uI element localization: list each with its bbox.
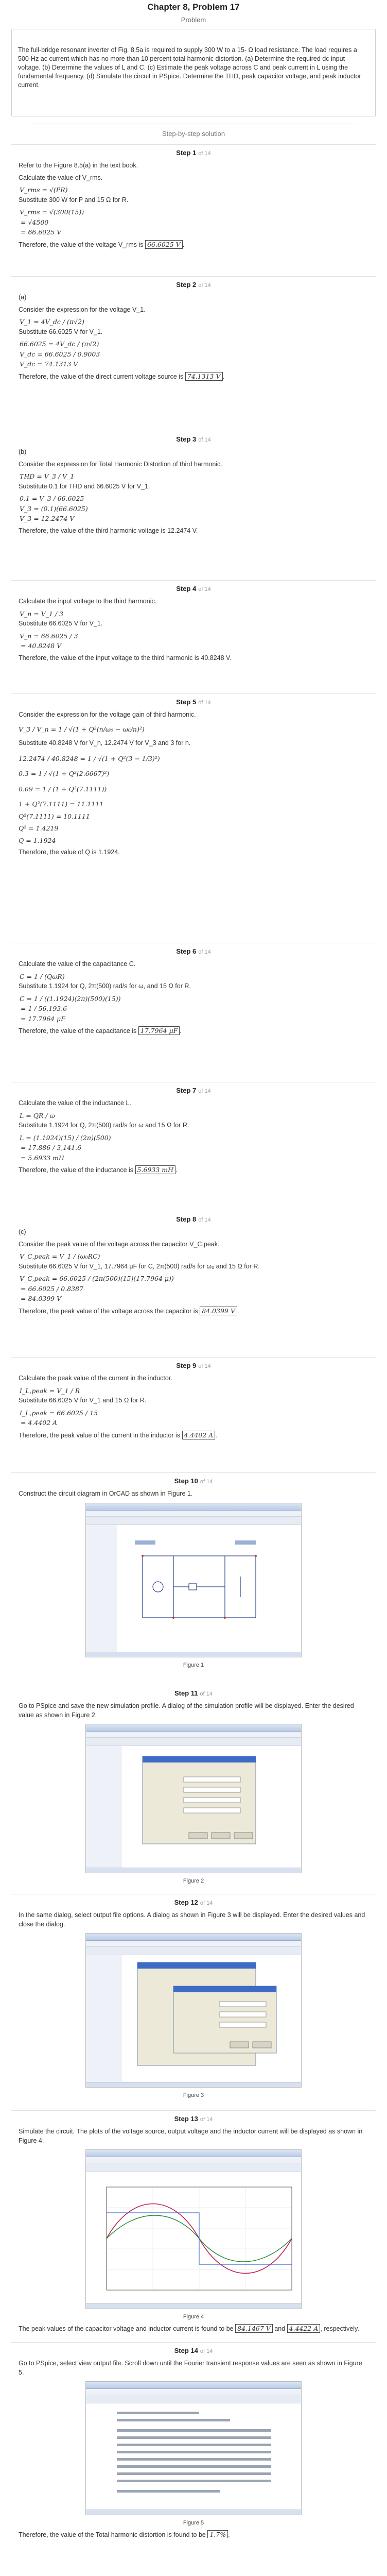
equation: V_C,peak = V_1 / (ω₀RC) (20, 1252, 100, 1260)
equation: Q²(7.1111) = 10.1111 (19, 812, 90, 820)
equation: 1 + Q²(7.1111) = 11.1111 (19, 800, 104, 808)
chapter-title: Chapter 8, Problem 17 (147, 2, 240, 12)
equation: I_L,peak = V_1 / R (20, 1386, 80, 1395)
equation: 66.6025 = 4V_dc / (π√2) (20, 340, 99, 348)
step-title: Step 14 (174, 2347, 198, 2354)
step-title: Step 6 (176, 947, 197, 955)
step-count: of 14 (200, 1900, 213, 1906)
step-count: of 14 (200, 2116, 213, 2123)
simulation-dialog (86, 1746, 302, 1869)
equation: = 17.7964 μF (21, 1014, 65, 1023)
step-1 (11, 144, 376, 276)
step-line: Substitute 1.1924 for Q, 2π(500) rad/s for ω and 15 Ω for R. (19, 1122, 189, 1129)
equation: Q² = 1.4219 (19, 824, 59, 832)
step-14 (11, 2342, 376, 2538)
step-line: Calculate the value of the inductance L. (19, 1099, 131, 1107)
waveform-plot (86, 2172, 302, 2304)
step-8 (11, 1211, 376, 1357)
step-result: Therefore, the value of the direct current voltage source is 74.1313 V . (19, 372, 224, 380)
step-line: In the same dialog, select output file options. A dialog as shown in Figure 3 will be displayed. Enter the desired values and close the dialog. (19, 1911, 365, 1928)
step-result: Therefore, the peak value of the current in the inductor is 4.4402 A . (19, 1431, 217, 1439)
step-title: Step 12 (174, 1899, 198, 1906)
step-10 (11, 1472, 376, 1685)
step-title: Step 10 (174, 1477, 198, 1485)
step-count: of 14 (198, 700, 211, 706)
simulation-settings-screenshot (85, 1724, 302, 1873)
equation: = 66.6025 / 0.8387 (21, 1284, 84, 1293)
step-line: Calculate the value of the capacitance C. (19, 960, 136, 968)
step-title: Step 9 (176, 1362, 197, 1369)
step-title: Step 5 (176, 698, 197, 706)
equation: L = QR / ω (20, 1111, 55, 1120)
equation: C = 1 / (QωR) (20, 972, 65, 980)
step-line: Substitute 1.1924 for Q, 2π(500) rad/s for ω, and 15 Ω for R. (19, 982, 191, 990)
step-result: The peak values of the capacitor voltage and inductor current is found to be 84.1467 V and 4.4422 A , respectively. (19, 2325, 359, 2333)
step-title: Step 8 (176, 1215, 197, 1223)
step-result: Therefore, the value of the capacitance is 17.7964 μF . (19, 1027, 182, 1035)
step-count: of 14 (198, 949, 211, 955)
figure-caption: Figure 3 (183, 2092, 204, 2098)
equation: = 17.886 / 3,141.6 (21, 1144, 82, 1151)
step-line: (b) (19, 448, 27, 455)
equation: V_C,peak = 66.6025 / (2π(500)(15)(17.7964 μ)) (20, 1275, 174, 1282)
step-line: Substitute 300 W for P and 15 Ω for R. (19, 196, 129, 204)
step-line: Go to PSpice, select view output file. Scroll down until the Fourier transient response values are seen as shown in Figure 5. (19, 2360, 362, 2376)
step-result: Therefore, the value of Q is 1.1924. (19, 849, 120, 856)
orcad-screenshot (85, 1503, 302, 1657)
equation: V_n = 66.6025 / 3 (20, 632, 78, 640)
equation: V_3 / V_n = 1 / √(1 + Q²(n/ω₀ − ω₀/n)²) (19, 725, 145, 733)
equation: C = 1 / ((1.1924)(2π)(500)(15)) (20, 994, 121, 1003)
figure-caption: Figure 1 (183, 1662, 204, 1668)
step-result: Therefore, the value of the third harmonic voltage is 12.2474 V. (19, 527, 198, 534)
equation: V_n = V_1 / 3 (20, 609, 64, 618)
problem-statement (11, 29, 376, 116)
step-3 (11, 431, 376, 580)
step-line: (c) (19, 1228, 26, 1235)
step-line: Construct the circuit diagram in OrCAD as shown in Figure 1. (19, 1490, 193, 1497)
step-count: of 14 (198, 282, 211, 289)
equation: = 40.8248 V (21, 642, 62, 650)
step-title: Step 4 (176, 585, 197, 592)
step-2 (11, 276, 376, 431)
step-title: Step 1 (176, 149, 197, 157)
result-value: 40.8248 V (201, 654, 230, 662)
step-11 (11, 1685, 376, 1894)
equation: 0.1 = V_3 / 66.6025 (20, 495, 84, 502)
result-value: 84.0399 V (200, 1307, 237, 1315)
output-file-dialog (86, 1955, 302, 2083)
equation: = 84.0399 V (21, 1295, 62, 1302)
step-count: of 14 (198, 150, 211, 157)
step-result: Therefore, the value of the inductance is 5.6933 mH . (19, 1166, 178, 1174)
step-line: Substitute 66.6025 V for V_1. (19, 328, 103, 335)
equation: 0.09 = 1 / (1 + Q²(7.1111)) (19, 785, 107, 793)
equation: = 4.4402 A (21, 1419, 58, 1427)
result-value: 1.1924 (98, 849, 118, 856)
result-value: 4.4402 A (182, 1431, 216, 1439)
step-line: Calculate the peak value of the current in the inductor. (19, 1375, 172, 1382)
step-line: Substitute 66.6025 V for V_1. (19, 620, 103, 627)
equation: 0.3 = 1 / √(1 + Q²(2.6667)²) (19, 770, 110, 777)
equation: V_3 = 12.2474 V (20, 515, 75, 522)
equation: = 66.6025 V (21, 228, 62, 236)
equation: V_1 = 4V_dc / (π√2) (20, 318, 84, 326)
step-9 (11, 1357, 376, 1472)
figure-caption: Figure 2 (183, 1878, 204, 1884)
equation: V_rms = √(PR) (20, 186, 68, 194)
step-7 (11, 1082, 376, 1211)
figure-caption: Figure 5 (183, 2520, 204, 2526)
step-line: Consider the expression for Total Harmonic Distortion of third harmonic. (19, 460, 222, 468)
result-value-2: 4.4422 A (287, 2324, 321, 2333)
step-line: Substitute 66.6025 V for V_1, 17.7964 μF for C, 2π(500) rad/s for ω₀ and 15 Ω for R. (19, 1262, 260, 1270)
step-line: Refer to the Figure 8.5(a) in the text book. (19, 162, 138, 169)
step-result: Therefore, the value of the voltage V_rms is 66.6025 V . (19, 240, 185, 248)
step-count: of 14 (198, 437, 211, 443)
step-line: (a) (19, 294, 27, 301)
step-12 (11, 1894, 376, 2110)
step-line: Substitute 40.8248 V for V_n, 12.2474 V for V_3 and 3 for n. (19, 739, 191, 747)
problem-section-title: Problem (181, 16, 206, 24)
equation: V_rms = √(300(15)) (20, 208, 84, 216)
result-value: 74.1313 V (185, 372, 223, 381)
result-value: 17.7964 μF (138, 1026, 180, 1035)
equation: V_3 = (0.1)(66.6025) (20, 504, 88, 513)
output-options-screenshot (85, 1933, 302, 2088)
equation: L = (1.1924)(15) / (2π)(500) (20, 1133, 111, 1142)
step-line: Consider the expression for the voltage V_1. (19, 306, 146, 313)
step-title: Step 13 (174, 2115, 198, 2123)
result-value: 84.1467 V (235, 2324, 273, 2333)
step-line: Consider the expression for the voltage gain of third harmonic. (19, 711, 196, 718)
fourier-table (86, 2403, 302, 2511)
step-line: Go to PSpice and save the new simulation profile. A dialog of the simulation profile will be displayed. Enter the desired value as shown in Figure 2. (19, 1702, 354, 1719)
step-5 (11, 693, 376, 943)
step-line: Substitute 66.6025 V for V_1 and 15 Ω for R. (19, 1397, 147, 1404)
step-count: of 14 (200, 2348, 213, 2354)
step-result: Therefore, the peak value of the voltage across the capacitor is 84.0399 V . (19, 1307, 239, 1315)
waveform-screenshot (85, 2149, 302, 2309)
equation: = 1 / 56,193.6 (21, 1005, 67, 1012)
step-line: Calculate the value of V_rms. (19, 174, 103, 181)
step-line: Simulate the circuit. The plots of the voltage source, output voltage and the inductor current will be displayed as shown in Figure 4. (19, 2128, 363, 2144)
equation: I_L,peak = 66.6025 / 15 (20, 1409, 98, 1417)
equation: = 5.6933 mH (21, 1154, 64, 1162)
equation: THD = V_3 / V_1 (20, 472, 75, 480)
step-count: of 14 (198, 1363, 211, 1369)
step-count: of 14 (200, 1691, 213, 1697)
result-value: 5.6933 mH (135, 1165, 175, 1174)
circuit-schematic (86, 1525, 302, 1653)
step-result: Therefore, the value of the input voltage to the third harmonic is 40.8248 V. (19, 654, 232, 662)
step-line: Calculate the input voltage to the third harmonic. (19, 598, 157, 605)
step-line: Substitute 0.1 for THD and 66.6025 V for V_1. (19, 482, 150, 490)
step-result: Therefore, the value of the Total harmonic distortion is found to be 1.7% . (19, 2530, 368, 2538)
equation: V_dc = 74.1313 V (20, 360, 78, 368)
step-title: Step 3 (176, 435, 197, 443)
step-count: of 14 (198, 1217, 211, 1223)
step-6 (11, 943, 376, 1082)
figure-caption: Figure 4 (183, 2314, 204, 2320)
equation: 12.2474 / 40.8248 = 1 / √(1 + Q²(3 − 1/3)²) (19, 754, 160, 762)
problem-text: The full-bridge resonant inverter of Fig. 8.5a is required to supply 300 W to a 15- Ω load resistance. The load requires a 500-Hz ac current which has no more than 10 percent total harmonic distortion. (a) Determine the required dc input voltage. (b) Determine the values of L and C. (c) Estimate the peak voltage across C and peak current in L using the fundamental frequency. (d) Simulate the circuit in PSpice. Determine the THD, peak capacitor voltage, and peak inductor current. (18, 46, 361, 89)
solution-header: Step-by-step solution (30, 124, 357, 144)
step-4 (11, 580, 376, 693)
step-title: Step 2 (176, 281, 197, 289)
equation: Q = 1.1924 (19, 836, 56, 844)
result-value: 12.2474 V (167, 527, 196, 534)
step-line: Consider the peak value of the voltage across the capacitor V_C,peak. (19, 1240, 220, 1248)
fourier-output-screenshot (85, 2381, 302, 2515)
step-title: Step 7 (176, 1087, 197, 1094)
step-13 (11, 2110, 376, 2342)
step-count: of 14 (198, 1088, 211, 1094)
step-count: of 14 (200, 1479, 213, 1485)
equation: V_dc = 66.6025 / 0.9003 (20, 350, 100, 358)
step-title: Step 11 (174, 1689, 198, 1697)
result-value: 1.7% (207, 2530, 228, 2538)
equation: = √4500 (21, 218, 49, 226)
result-value: 66.6025 V (145, 240, 183, 249)
step-count: of 14 (198, 586, 211, 592)
